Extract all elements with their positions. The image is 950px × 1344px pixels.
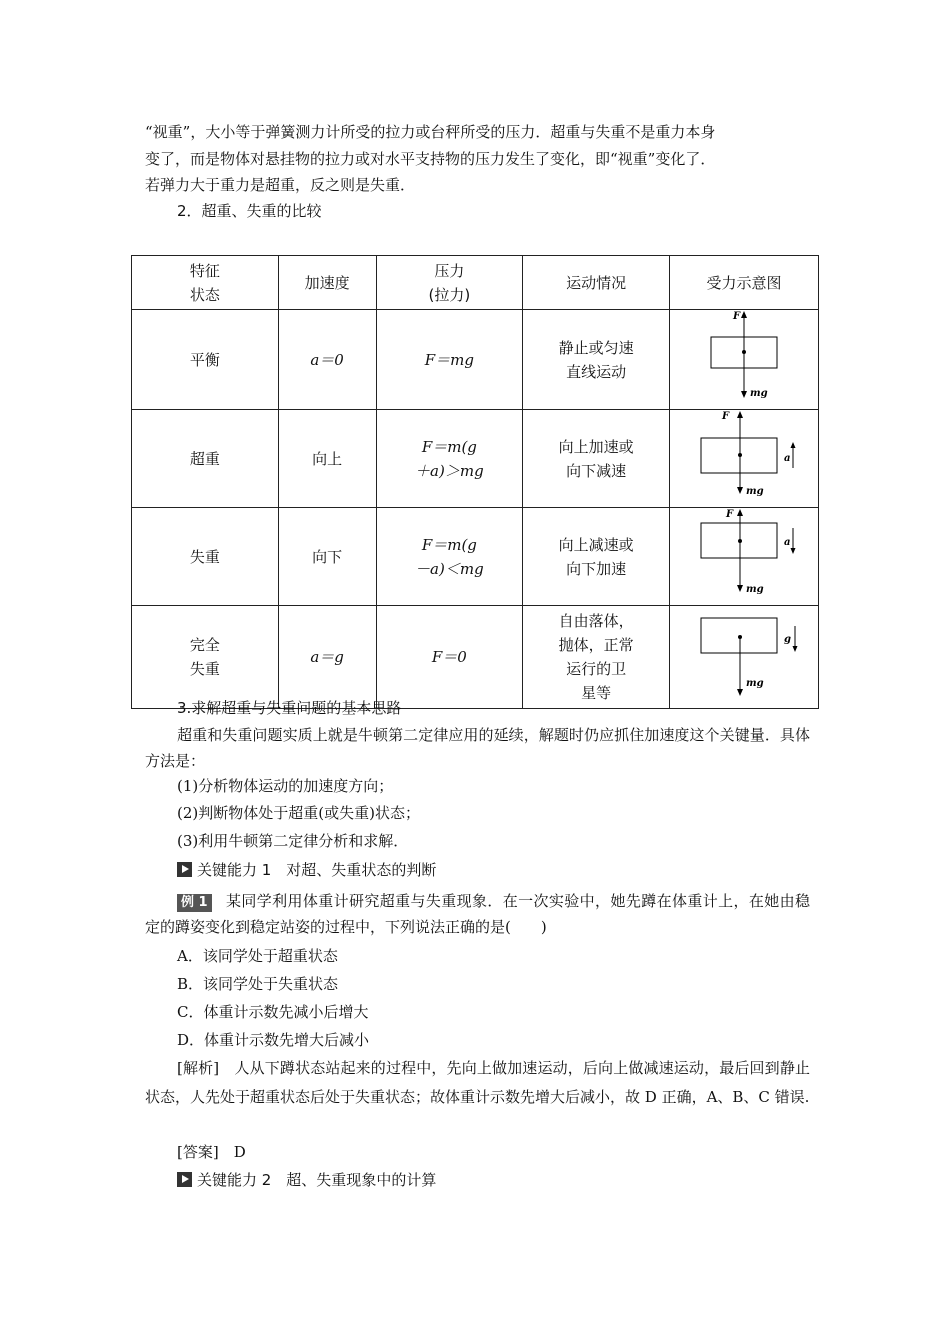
motion-text: 自由落体， bbox=[558, 612, 634, 630]
force-diagram-balance bbox=[674, 310, 814, 402]
label-a: a bbox=[783, 537, 791, 548]
motion-text: 静止或匀速 bbox=[558, 338, 634, 357]
cell-accel: 向下 bbox=[278, 508, 376, 606]
cell-diagram bbox=[669, 310, 818, 410]
intro-line-2: 变了，而是物体对悬挂物的拉力或对水平支持物的压力发生了变化，即“视重”变化了． bbox=[145, 150, 716, 168]
cell-diagram bbox=[669, 410, 818, 508]
comparison-table bbox=[131, 255, 819, 709]
play-triangle-icon bbox=[177, 1172, 192, 1187]
label-F: F bbox=[721, 411, 730, 422]
cell-motion bbox=[523, 606, 670, 709]
cell-state bbox=[132, 410, 279, 508]
header-diagram: 受力示意图 bbox=[669, 256, 818, 310]
cell-motion bbox=[523, 508, 670, 606]
key-ability-2-text: 关键能力 2 超、失重现象中的计算 bbox=[197, 1171, 437, 1189]
cell-state bbox=[132, 508, 279, 606]
option-a: A．该同学处于超重状态 bbox=[177, 947, 338, 965]
section-2-title: 2．超重、失重的比较 bbox=[177, 202, 322, 220]
force-text: F＝m(g bbox=[421, 437, 477, 456]
example-question bbox=[145, 888, 810, 940]
label-mg: mg bbox=[749, 388, 768, 399]
force-text: F＝mg bbox=[424, 350, 474, 369]
state-text: 完全 bbox=[189, 636, 220, 654]
cell-state bbox=[132, 606, 279, 709]
force-diagram-weightless bbox=[674, 608, 814, 700]
option-c: C．体重计示数先减小后增大 bbox=[177, 1003, 369, 1021]
answer bbox=[177, 1142, 246, 1162]
section-3-title: 3.求解超重与失重问题的基本思路 bbox=[177, 699, 402, 717]
cell-motion bbox=[523, 410, 670, 508]
header-state bbox=[132, 256, 279, 310]
header-state-line2: 状态 bbox=[189, 285, 220, 304]
analysis-label: [解析] bbox=[177, 1059, 220, 1077]
section-3-body bbox=[145, 722, 810, 774]
label-mg: mg bbox=[745, 486, 764, 497]
header-force-line2: (拉力) bbox=[428, 285, 471, 304]
header-force bbox=[376, 256, 523, 310]
cell-diagram bbox=[669, 508, 818, 606]
header-force-line1: 压力 bbox=[434, 261, 465, 280]
force-diagram-underweight bbox=[674, 508, 814, 598]
cell-force bbox=[376, 508, 523, 606]
table-row bbox=[132, 606, 819, 709]
cell-state bbox=[132, 310, 279, 410]
label-mg: mg bbox=[745, 584, 764, 595]
state-text: 超重 bbox=[189, 449, 220, 468]
cell-force bbox=[376, 310, 523, 410]
motion-text: 向上减速或 bbox=[558, 535, 634, 554]
motion-text: 运行的卫 bbox=[566, 660, 627, 678]
label-a: a bbox=[783, 453, 791, 464]
cell-force bbox=[376, 410, 523, 508]
motion-text: 向上加速或 bbox=[558, 437, 634, 456]
cell-accel: a＝0 bbox=[278, 310, 376, 410]
answer-value: D bbox=[233, 1143, 246, 1161]
table-row bbox=[132, 310, 819, 410]
motion-text: 向下加速 bbox=[566, 559, 627, 578]
cell-accel: a＝g bbox=[278, 606, 376, 709]
analysis bbox=[145, 1054, 810, 1112]
option-d: D．体重计示数先增大后减小 bbox=[177, 1031, 370, 1049]
label-F: F bbox=[732, 311, 741, 322]
label-F: F bbox=[725, 509, 734, 520]
motion-text: 星等 bbox=[581, 684, 612, 702]
motion-text: 直线运动 bbox=[566, 362, 627, 381]
cell-diagram bbox=[669, 606, 818, 709]
analysis-text: 人从下蹲状态站起来的过程中，先向上做加速运动，后向上做减速运动，最后回到静止状态，人先处于超重状态后处于失重状态；故体重计示数先增大后减小，故 D 正确，A、B、C 错误. bbox=[145, 1059, 810, 1106]
motion-text: 向下减速 bbox=[566, 461, 627, 480]
header-motion: 运动情况 bbox=[523, 256, 670, 310]
table-header-row bbox=[132, 256, 819, 310]
force-diagram-overweight bbox=[674, 410, 814, 500]
force-text: －a)＜mg bbox=[415, 559, 484, 578]
option-b: B．该同学处于失重状态 bbox=[177, 975, 339, 993]
step-1: (1)分析物体运动的加速度方向； bbox=[177, 777, 394, 795]
key-ability-1-text: 关键能力 1 对超、失重状态的判断 bbox=[197, 861, 437, 879]
key-ability-1 bbox=[177, 860, 436, 880]
force-text: F＝0 bbox=[431, 648, 467, 666]
example-question-text: 某同学利用体重计研究超重与失重现象．在一次实验中，她先蹲在体重计上，在她由稳定的蹲姿变化到稳定站姿的过程中，下列说法正确的是( ) bbox=[145, 892, 810, 936]
cell-accel: 向上 bbox=[278, 410, 376, 508]
step-3: (3)利用牛顿第二定律分析和求解． bbox=[177, 832, 409, 850]
state-text: 失重 bbox=[189, 547, 220, 566]
force-text: F＝m(g bbox=[421, 535, 477, 554]
label-mg: mg bbox=[745, 677, 764, 689]
label-g: g bbox=[783, 633, 791, 645]
intro-line-3: 若弹力大于重力是超重，反之则是失重． bbox=[145, 176, 416, 194]
cell-motion bbox=[523, 310, 670, 410]
table-row bbox=[132, 410, 819, 508]
header-accel: 加速度 bbox=[278, 256, 376, 310]
force-text: ＋a)＞mg bbox=[415, 461, 484, 480]
motion-text: 抛体，正常 bbox=[558, 636, 634, 654]
key-ability-2 bbox=[177, 1170, 436, 1190]
header-state-line1: 特征 bbox=[189, 261, 220, 280]
play-triangle-icon bbox=[177, 862, 192, 877]
intro-line-1: “视重”，大小等于弹簧测力计所受的拉力或台秤所受的压力．超重与失重不是重力本身 bbox=[145, 123, 716, 141]
cell-force bbox=[376, 606, 523, 709]
step-2: (2)判断物体处于超重(或失重)状态； bbox=[177, 804, 420, 822]
state-text: 平衡 bbox=[189, 350, 220, 369]
answer-label: [答案] bbox=[177, 1143, 219, 1161]
section-3-body-text: 超重和失重问题实质上就是牛顿第二定律应用的延续，解题时仍应抓住加速度这个关键量．具体方法是： bbox=[145, 726, 810, 770]
table-row bbox=[132, 508, 819, 606]
state-text: 失重 bbox=[189, 660, 220, 678]
example-badge: 例 1 bbox=[177, 894, 212, 912]
